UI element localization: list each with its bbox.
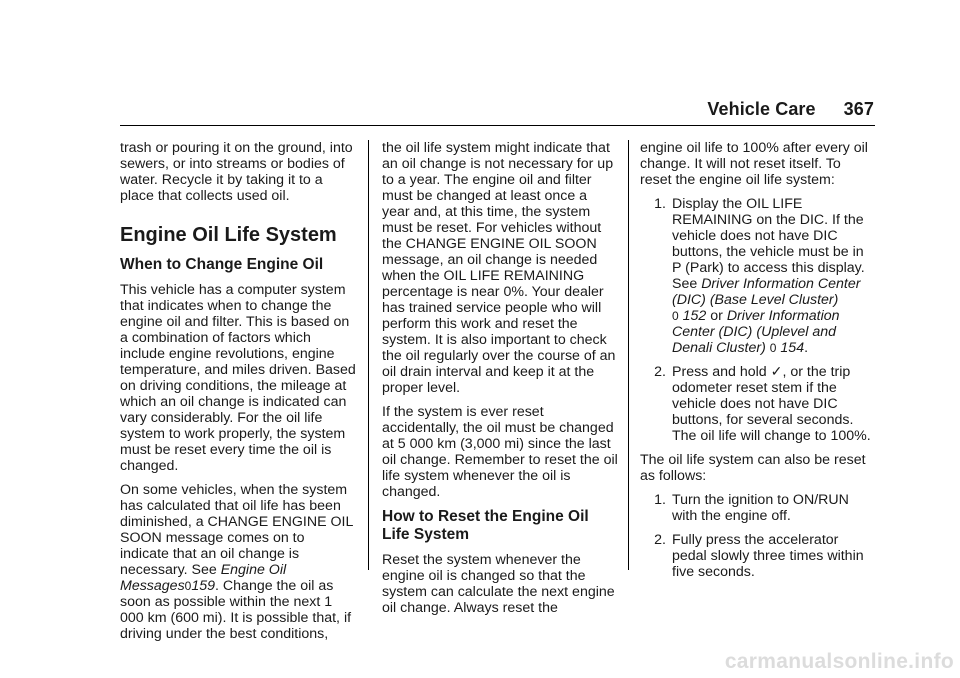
column-1: [120, 140, 356, 650]
page-ref-arrow-icon: 0: [672, 309, 679, 323]
checkmark-icon: ✓: [770, 364, 783, 380]
page-reference[interactable]: 152: [682, 308, 707, 324]
column-divider-1: [368, 140, 369, 570]
section-heading: Engine Oil Life System: [120, 224, 337, 246]
paragraph: trash or pouring it on the ground, into sewers, or into streams or bodies of water. Recycle it by taking it to a place that collects used oil.: [120, 140, 353, 204]
subsection-heading: How to Reset the Engine Oil Life System: [382, 508, 589, 543]
list-item: 1. Display the OIL LIFE REMAINING on the DIC. If the vehicle does not have DIC buttons, the vehicle must be in P (Park) to access this display. See Driver Information Center (DIC) (Base Level Cluster) 0 152 or Driver Information Center (DIC) (Uplevel and Denali Cluster) 0 154.: [640, 196, 876, 356]
list-number: 1.: [654, 492, 666, 508]
column-3: [640, 140, 876, 588]
list-number: 1.: [654, 196, 666, 212]
paragraph: On some vehicles, when the system has calculated that oil life has been diminished, a CHANGE ENGINE OIL SOON message comes on to indicate that an oil change is necessary. See Engine Oil Messages0159. Change the oil as soon as possible within the next 1 000 km (600 mi). It is possible that, if driving under the best conditions,: [120, 482, 353, 642]
list-number: 2.: [654, 532, 666, 548]
list-item: 2. Fully press the accelerator pedal slowly three times within five seconds.: [640, 532, 876, 580]
watermark: carmanualsonline.info: [724, 650, 954, 673]
paragraph: the oil life system might indicate that an oil change is not necessary for up to a year. The engine oil and filter must be changed at least once a year and, at this time, the system must be reset. For vehicles without the CHANGE ENGINE OIL SOON message, an oil change is needed when the OIL LIFE REMAINING percentage is near 0%. Your dealer has trained service people who will perform this work and reset the system. It is also important to check the oil regularly over the course of an oil drain interval and keep it at the proper level.: [382, 140, 616, 396]
header-rule: [120, 125, 875, 126]
list-item: 2. Press and hold ✓, or the trip odometer reset stem if the vehicle does not have DIC buttons, for several seconds. The oil life will change to 100%.: [640, 364, 876, 444]
page-reference[interactable]: 154: [780, 340, 805, 356]
column-2: [382, 140, 618, 624]
page-ref-arrow-icon: 0: [769, 341, 777, 355]
list-number: 2.: [654, 364, 666, 380]
paragraph: Reset the system whenever the engine oil is changed so that the system can calculate the next engine oil change. Always reset the: [382, 552, 615, 616]
cross-reference-link[interactable]: Driver Information Center (DIC) (Uplevel and Denali Cluster): [672, 308, 840, 356]
page-ref-arrow-icon: 0: [184, 579, 192, 593]
page-number: 367: [843, 99, 874, 119]
cross-reference-link[interactable]: Engine Oil Messages: [120, 562, 287, 594]
list-item: 1. Turn the ignition to ON/RUN with the engine off.: [640, 492, 876, 524]
cross-reference-link[interactable]: Driver Information Center (DIC) (Base Level Cluster): [672, 276, 861, 308]
paragraph: The oil life system can also be reset as follows:: [640, 452, 866, 484]
paragraph: engine oil life to 100% after every oil change. It will not reset itself. To reset the engine oil life system:: [640, 140, 868, 188]
page-reference[interactable]: 159: [191, 578, 216, 594]
paragraph: If the system is ever reset accidentally, the oil must be changed at 5 000 km (3,000 mi) since the last oil change. Remember to reset the oil life system whenever the oil is changed.: [382, 404, 618, 500]
page-header: [707, 99, 874, 120]
column-divider-2: [628, 140, 629, 570]
section-title: Vehicle Care: [707, 99, 816, 119]
paragraph: This vehicle has a computer system that indicates when to change the engine oil and filter. This is based on a combination of factors which include engine revolutions, engine temperature, and miles driven. Based on driving conditions, the mileage at which an oil change is indicated can vary considerably. For the oil life system to work properly, the system must be reset every time the oil is changed.: [120, 282, 356, 474]
subsection-heading: When to Change Engine Oil: [120, 256, 324, 273]
